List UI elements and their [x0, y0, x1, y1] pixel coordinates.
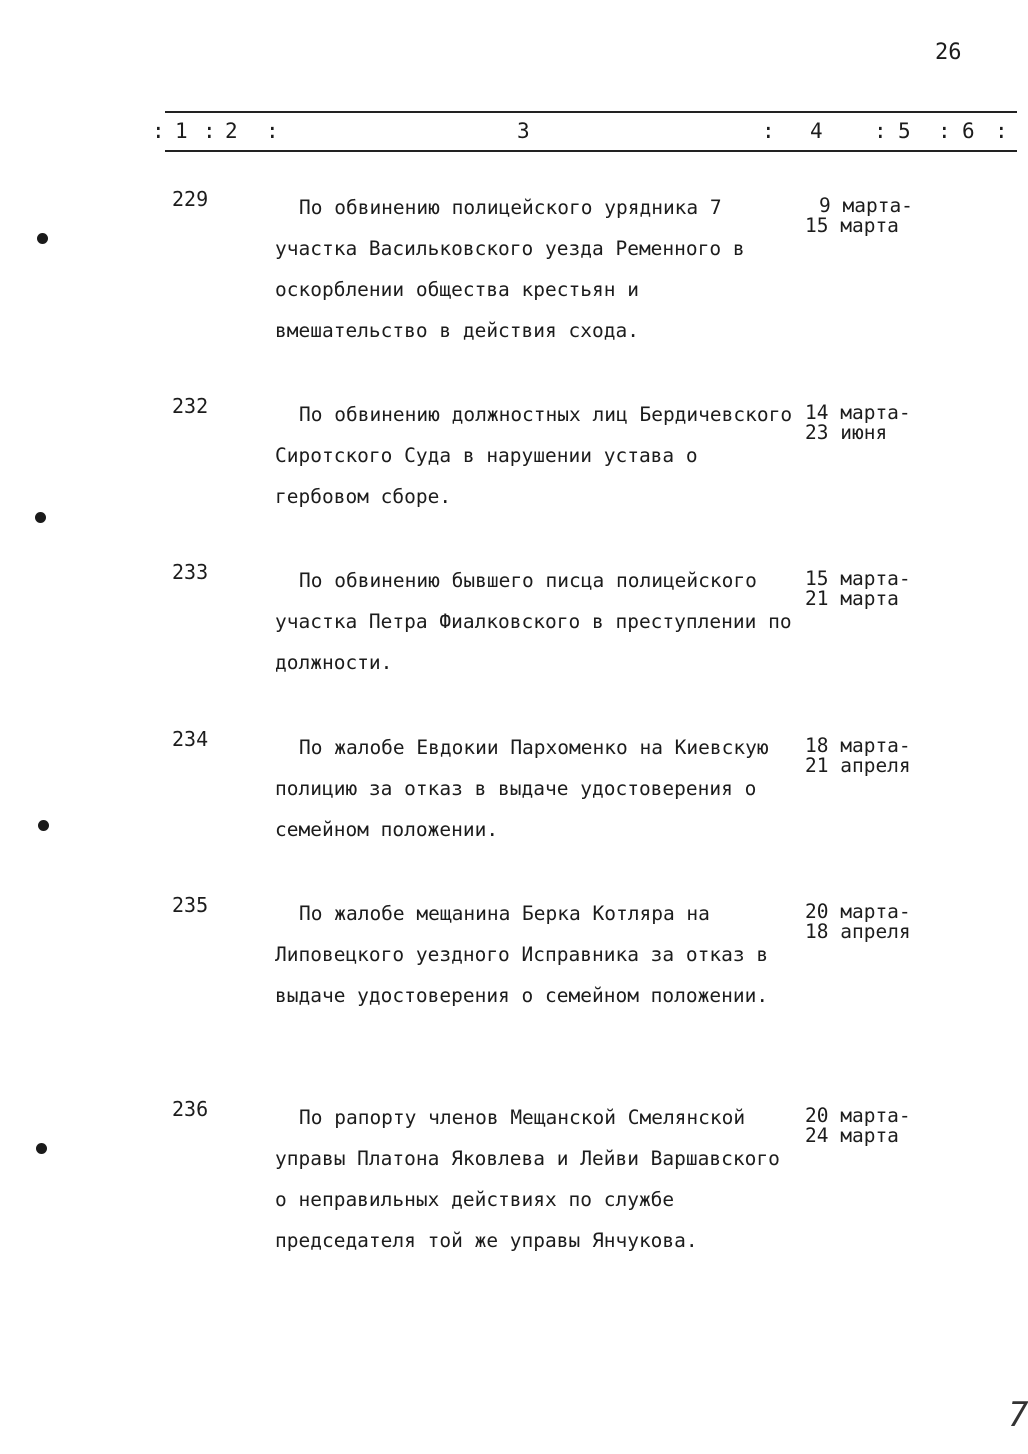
- record-number: 236: [172, 1097, 209, 1121]
- column-6-label: 6: [962, 119, 975, 143]
- date-end: 15 марта: [805, 214, 899, 237]
- record-description: По обвинению бывшего писца полицейского участка Петра Фиалковского в преступлении по должности.: [275, 569, 792, 674]
- record-dates: [805, 403, 911, 443]
- date-start: 20 марта-: [805, 1104, 911, 1127]
- binding-hole-dot: [38, 820, 49, 831]
- date-start: 14 марта-: [805, 401, 911, 424]
- column-5-label: 5: [898, 119, 911, 143]
- corner-mark: 7: [1008, 1395, 1028, 1435]
- column-1-label: 1: [175, 119, 188, 143]
- column-separator: :: [152, 119, 165, 143]
- binding-hole-dot: [36, 1143, 47, 1154]
- date-start: 9 марта-: [819, 194, 913, 217]
- column-3-label: 3: [517, 119, 530, 143]
- record-description: По обвинению полицейского урядника 7 участка Васильковского уезда Ременного в оскорблении общества крестьян и вмешательство в действия схода.: [275, 196, 745, 342]
- date-end: 21 марта: [805, 587, 899, 610]
- page-number: 26: [935, 40, 962, 65]
- column-separator: :: [995, 119, 1008, 143]
- column-separator: :: [266, 119, 279, 143]
- record-description: По жалобе Евдокии Пархоменко на Киевскую полицию за отказ в выдаче удостоверения о семейном положении.: [275, 736, 769, 841]
- record-dates: [805, 569, 911, 609]
- date-end: 24 марта: [805, 1124, 899, 1147]
- date-end: 18 апреля: [805, 920, 911, 943]
- column-2-label: 2: [225, 119, 238, 143]
- header-rule-bottom: [165, 150, 1017, 152]
- column-separator: :: [938, 119, 951, 143]
- record-description: По обвинению должностных лиц Бердичевского Сиротского Суда в нарушении устава о гербовом сборе.: [275, 403, 793, 508]
- date-end: 21 апреля: [805, 754, 911, 777]
- date-start: 20 марта-: [805, 900, 911, 923]
- date-start: 15 марта-: [805, 567, 911, 590]
- record-dates: [805, 1106, 911, 1146]
- binding-hole-dot: [37, 233, 48, 244]
- column-separator: :: [203, 119, 216, 143]
- binding-hole-dot: [35, 512, 46, 523]
- column-separator: :: [762, 119, 775, 143]
- record-dates: [805, 196, 913, 236]
- record-number: 229: [172, 187, 209, 211]
- record-number: 234: [172, 727, 209, 751]
- record-number: 233: [172, 560, 209, 584]
- record-description: По рапорту членов Мещанской Смелянской управы Платона Яковлева и Лейви Варшавского о неправильных действиях по службе председателя той же управы Янчукова.: [275, 1106, 780, 1252]
- header-rule-top: [165, 111, 1017, 113]
- column-separator: :: [874, 119, 887, 143]
- record-dates: [805, 902, 911, 942]
- column-4-label: 4: [810, 119, 823, 143]
- record-dates: [805, 736, 911, 776]
- date-end: 23 июня: [805, 421, 888, 444]
- date-start: 18 марта-: [805, 734, 911, 757]
- record-number: 235: [172, 893, 209, 917]
- record-description: По жалобе мещанина Берка Котляра на Липовецкого уездного Исправника за отказ в выдаче удостоверения о семейном положении.: [275, 902, 769, 1007]
- record-number: 232: [172, 394, 209, 418]
